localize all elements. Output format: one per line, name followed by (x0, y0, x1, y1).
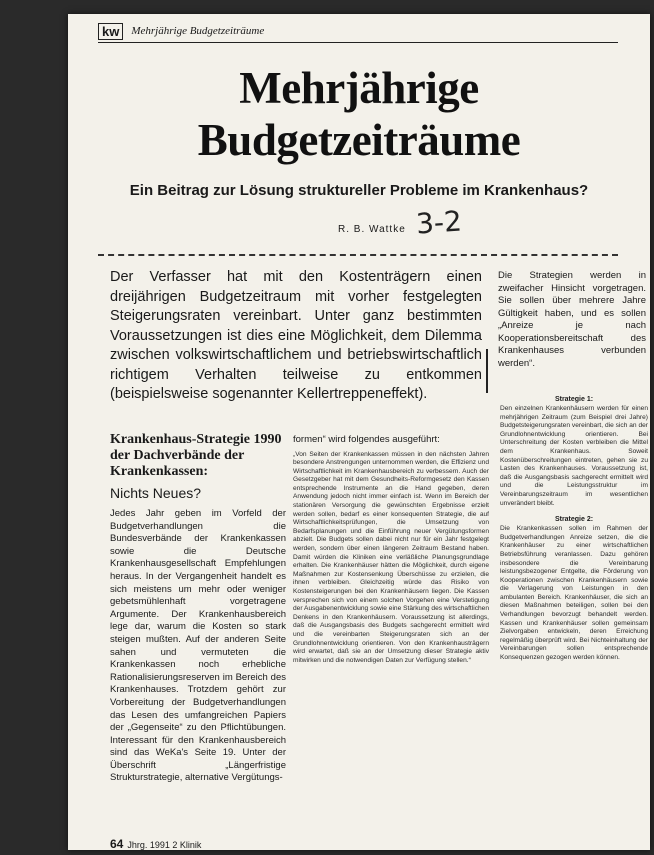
strategy-1-heading: Strategie 1: (554, 396, 594, 403)
document-page (68, 14, 650, 850)
margin-mark (486, 349, 488, 393)
handwritten-annotation: 3-2 (414, 204, 463, 241)
middle-column-quote: „Von Seiten der Krankenkassen müssen in den nächsten Jahren besondere Anstrengungen unternommen werden, die Effizienz und Wirtschaftlichkeit im Krankenhausbereich zu verbessern. Auch der Gesetzgeber hat mit dem Gesundheits-Reformgesetz den Kassen entsprechende Instrumente an die Hand gegeben, deren Anwendung jedoch nicht immer einfach ist. Wenn im Bereich der stationären Versorgung die gewünschten Ergebnisse erzielt werden sollen, bedarf es einer konsequenten Strategie, die auf Wirtschaftlichkeitsprüfungen, die Umsetzung von Bedarfsplanungen und die Einführung neuer Vergütungsformen abzielt. Die Budgets sollen dabei nicht nur für ein Jahr festgelegt werden, sondern über einen längeren Zeitraum Bestand haben. Damit würden die Kliniken eine verläßliche Planungsgrundlage erhalten. Die Krankenhäuser hätten die Möglichkeit, durch eigene Maßnahmen zur Kostensenkung Überschüsse zu erzielen, die ihnen verbleiben. Gleichzeitig würde das Risiko von Kostensteigerungen bei den Krankenhäusern liegen. Die Kassen versprechen sich von einem solchen Vorgehen eine Verstetigung der Ausgabenentwicklung sowie eine Stärkung des wirtschaftlichen Denkens in den Krankenhäusern. Voraussetzung ist allerdings, daß die Ausgangsbasis des Budgets sachgerecht ermittelt wird und die vereinbarten Steigerungsraten sich an der Grundlohnentwicklung orientieren. Von den Krankenhausträgern wird erwartet, daß sie an der Umsetzung dieser Strategie aktiv mitwirken und die notwendigen Daten zur Verfügung stellen.“ (293, 450, 489, 664)
side-column-intro: Die Strategien werden in zweifacher Hinsicht vorgetragen. Sie sollen über mehrere Jahre Gültigkeit haben, und es sollen „Anreize je nach Kooperationsbereitschaft des Krankenhauses verbunden werden“. (498, 270, 646, 369)
dashed-divider (98, 254, 618, 256)
strategy-2-text: Die Krankenkassen sollen im Rahmen der Budgetverhandlungen Anreize setzen, die die Krankenhäuser zu einer wirtschaftlichen Betriebsführung veranlassen. Dazu gehören insbesondere die Vereinbarung leistungsbezogener Entgelte, die Förderung von Kooperationen zwischen Krankenhäusern sowie die Verlagerung von Leistungen in den ambulanten Bereich. Krankenhäuser, die sich an diesen Maßnahmen beteiligen, sollen bei den Verhandlungen bevorzugt behandelt werden. Kassen und Krankenhäuser sollen gemeinsam Zielvorgaben entwickeln, deren Erreichung regelmäßig überprüft wird. Bei Nichteinhaltung der Vereinbarungen sollen entsprechende Konsequenzen gezogen werden können. (500, 525, 648, 662)
issue-info: Jhrg. 1991 2 Klinik (127, 840, 202, 850)
left-column-body: Jedes Jahr geben im Vorfeld der Budgetverhandlungen die Bundesverbände der Krankenkassen sowie die Deutsche Krankenhausgesellschaft Empfehlungen heraus. In der Vergangenheit handelt es sich meistens um mehr oder weniger gebetsmühlenhaft vorgetragene Argumente. Der Krankenhausbereich lege dar, warum die Kosten so stark steigen mußten. Auf der anderen Seite sahen und vermuteten die Krankenkassen noch erhebliche Rationalisierungsreserven im Bereich des Krankenhauses. Trotzdem gehört zur Vorbereitung der Budgetverhandlungen das Lesen des umfangreichen Papiers der „Gegenseite“ zu den Pflichtübungen. Interessant für den Krankenhausbereich sind das WeKa's Seite 19. Unter der Überschrift „Längerfristige Strukturstrategie, alternative Vergütungs- (110, 508, 286, 784)
article-title (68, 62, 650, 166)
section-subheading: Nichts Neues? (110, 485, 202, 501)
left-column (110, 432, 286, 785)
strategy-1-text: Den einzelnen Krankenhäusern werden für einen mehrjährigen Zeitraum (zum Beispiel drei Jahre) Budgetsteigerungsraten vereinbart, die sich an der Grundlohnentwicklung orientieren. Bei Unterschreitung der Kosten verbleiben die Mittel dem Krankenhaus. Soweit Kostenüberschreitungen eintreten, gehen sie zu Lasten des Krankenhauses. Voraussetzung ist, daß die Ausgangsbasis sachgerecht ermittelt wird und die Leistungsstruktur im Vereinbarungszeitraum im wesentlichen unverändert bleibt. (500, 405, 648, 507)
lead-paragraph: Der Verfasser hat mit den Kostenträgern einen dreijährigen Budgetzeitraum mit vorher festgelegten Steigerungsraten vereinbart. Unter ganz bestimmten Voraussetzungen ist dies eine Möglichkeit, dem Dilemma zwischen volkswirtschaftlichem und betriebswirtschaftlich richtigem Verhalten teilweise zu entkommen (beispielsweise sogenannter Kellertreppeneffekt). (110, 269, 482, 402)
publication-logo: kw (98, 23, 123, 40)
running-head: Mehrjährige Budgetzeiträume (131, 25, 265, 37)
title-line-1: Mehrjährige (239, 63, 479, 113)
right-column (500, 394, 648, 663)
page-footer (110, 837, 201, 850)
section-heading: Krankenhaus-Strategie 1990 der Dachverbände der Krankenkassen: (110, 432, 282, 479)
title-line-2: Budgetzeiträume (197, 115, 521, 165)
strategy-2-heading: Strategie 2: (554, 516, 594, 524)
middle-column-intro: formen“ wird folgendes ausgeführt: (293, 434, 440, 445)
page-number: 64 (110, 837, 124, 850)
middle-column (293, 434, 489, 665)
article-subtitle: Ein Beitrag zur Lösung struktureller Probleme im Krankenhaus? (129, 182, 589, 199)
article-author: R. B. Wattke (338, 224, 406, 235)
page-header (98, 20, 618, 43)
